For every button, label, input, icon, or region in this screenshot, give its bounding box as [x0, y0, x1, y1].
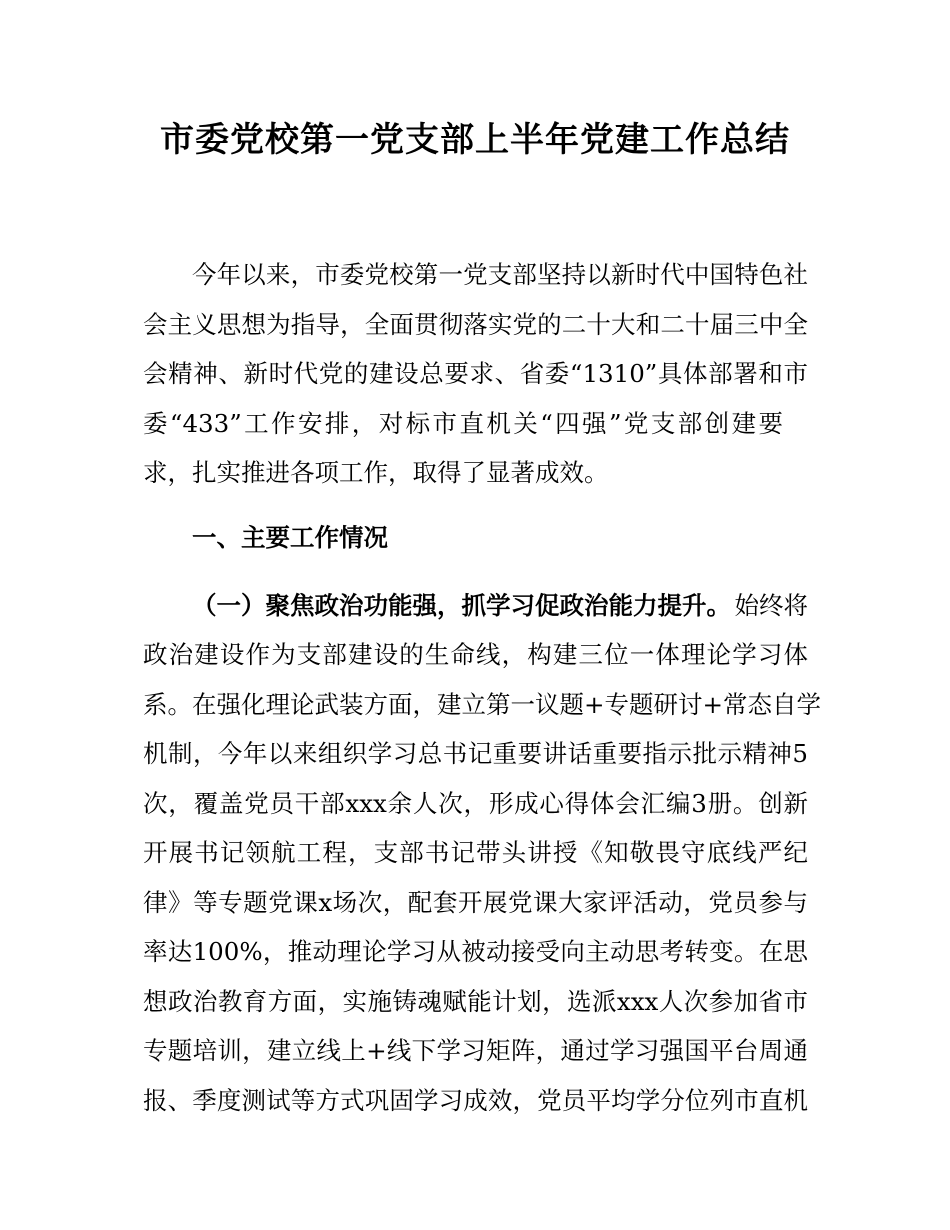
body-line: 机制，今年以来组织学习总书记重要讲话重要指示批示精神5 — [143, 739, 808, 768]
body-line: 报、季度测试等方式巩固学习成效，党员平均学分位列市直机 — [143, 1086, 808, 1115]
body-line: 系。在强化理论武装方面，建立第一议题+专题研讨+常态自学 — [143, 690, 822, 719]
intro-line: 今年以来，市委党校第一党支部坚持以新时代中国特色社 — [192, 260, 808, 289]
body-line: 次，覆盖党员干部xxx余人次，形成心得体会汇编3册。创新 — [143, 789, 808, 818]
intro-line: 求，扎实推进各项工作，取得了显著成效。 — [143, 458, 609, 487]
body-line: 开展书记领航工程，支部书记带头讲授《知敬畏守底线严纪 — [143, 838, 808, 867]
body-line: 律》等专题党课x场次，配套开展党课大家评活动，党员参与 — [143, 888, 808, 917]
body-line: 率达100%，推动理论学习从被动接受向主动思考转变。在思 — [143, 937, 808, 966]
body-line: 政治建设作为支部建设的生命线，构建三位一体理论学习体 — [143, 640, 808, 669]
intro-line: 会精神、新时代党的建设总要求、省委“1310”具体部署和市 — [143, 359, 808, 388]
subsection-first-line — [192, 591, 808, 621]
body-line: 想政治教育方面，实施铸魂赋能计划，选派xxx人次参加省市 — [143, 987, 808, 1016]
section-heading: 一、主要工作情况 — [192, 523, 388, 552]
subsection-line-rest: 始终将 — [734, 591, 808, 620]
intro-line: 会主义思想为指导，全面贯彻落实党的二十大和二十届三中全 — [143, 310, 808, 339]
document-title: 市委党校第一党支部上半年党建工作总结 — [160, 120, 790, 160]
subsection-heading: （一）聚焦政治功能强，抓学习促政治能力提升。 — [192, 591, 731, 620]
intro-line: 委“433”工作安排，对标市直机关“四强”党支部创建要 — [143, 409, 783, 438]
body-line: 专题培训，建立线上+线下学习矩阵，通过学习强国平台周通 — [143, 1036, 808, 1065]
